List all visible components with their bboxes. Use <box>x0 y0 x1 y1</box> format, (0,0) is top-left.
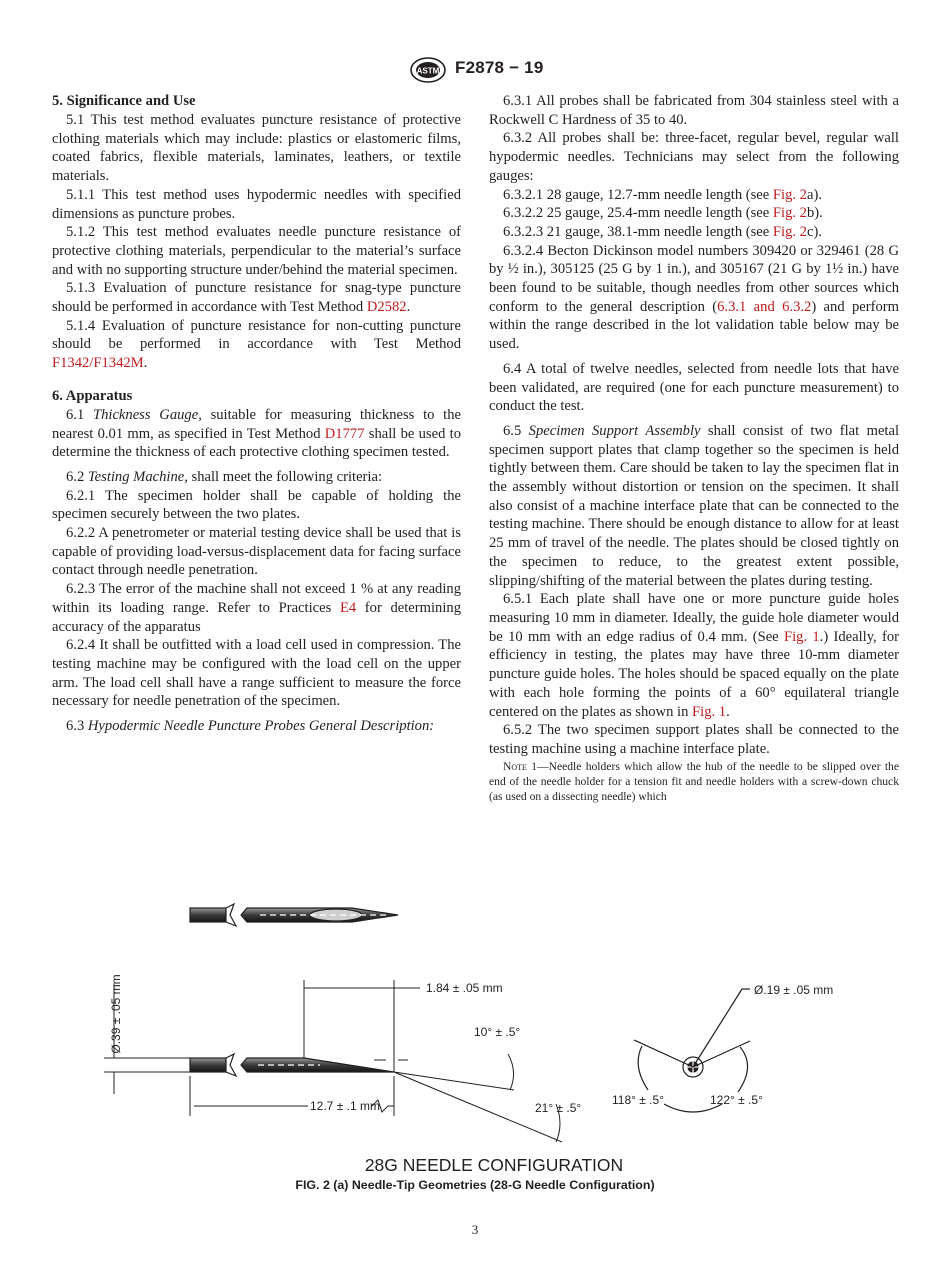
dim-tip-diameter: Ø.19 ± .05 mm <box>754 983 834 997</box>
text-run: 6.3.2 All probes shall be: three-facet, regular bevel, regular wall hypodermic needles. Technicians may select from the following gauges: <box>489 130 899 184</box>
text-run: 5.1.1 This test method uses hypodermic needles with specified dimensions as puncture probes. <box>52 186 461 222</box>
dim-angle-10: 10° ± .5° <box>474 1025 521 1039</box>
paragraph <box>52 468 461 487</box>
page-number: 3 <box>471 1222 479 1237</box>
cross-reference-link[interactable]: F1342/F1342M <box>52 355 144 372</box>
paragraph <box>52 487 461 524</box>
right-column <box>489 92 899 804</box>
italic-term: Hypodermic Needle Puncture Probes General Description: <box>87 718 435 735</box>
paragraph <box>52 636 461 711</box>
italic-term: Specimen Support Assembly <box>528 422 701 439</box>
paragraph <box>52 406 461 462</box>
needle-side-view <box>190 1054 394 1076</box>
paragraph <box>489 242 899 354</box>
astm-logo-icon <box>409 57 447 83</box>
note <box>489 759 899 804</box>
needle-figure <box>90 884 890 1184</box>
text-run: 5.1.2 This test method evaluates needle puncture resistance of protective clothing materials, perpendicular to the material’s surface and with no supporting structure under/behind the material specimen. <box>52 224 461 278</box>
text-run: 1—Needle holders which allow the hub of the needle to be slipped over the end of the needle holder for a tension fit and needle holders with a screw-down chuck (as used on a dissecting needle) which <box>489 759 899 803</box>
cross-reference-link[interactable]: Fig. 2 <box>772 186 807 203</box>
cross-reference-link[interactable]: E4 <box>339 599 357 616</box>
svg-text:ASTM: ASTM <box>416 66 440 76</box>
paragraph <box>52 223 461 279</box>
figure-title: 28G NEEDLE CONFIGURATION <box>364 1155 624 1175</box>
section-heading: 5. Significance and Use <box>52 93 196 109</box>
text-run: 6.2 <box>66 468 88 485</box>
cross-reference-link[interactable]: Fig. 2 <box>772 223 807 240</box>
dim-bevel-length: 1.84 ± .05 mm <box>426 981 503 995</box>
text-run: c). <box>806 223 822 240</box>
paragraph <box>489 721 899 758</box>
text-run: . <box>143 355 148 372</box>
text-run: 6.3 <box>66 718 88 735</box>
text-run: 5.1.4 Evaluation of puncture resistance for non-cutting puncture should be performed in accordance with Test Method <box>52 317 461 353</box>
text-run: 6.5.2 The two specimen support plates shall be connected to the testing machine using a machine interface plate. <box>489 722 899 757</box>
paragraph <box>489 129 899 185</box>
text-run: suitable for measuring thickness to the nearest 0.01 mm, as specified in Test Method <box>52 406 461 442</box>
paragraph <box>489 186 899 205</box>
text-run: ) and perform within the range described in the lot validation table below may be used. <box>489 298 899 353</box>
text-run: for determining accuracy of the apparatus <box>52 599 461 635</box>
italic-term: Testing Machine, <box>87 468 188 485</box>
cross-reference-link[interactable]: 6.3.1 and 6.3.2 <box>717 298 812 315</box>
cross-reference-link[interactable]: Fig. 2 <box>772 205 807 222</box>
paragraph <box>52 317 461 373</box>
paragraph <box>52 524 461 580</box>
text-run: 6.3.2.2 25 gauge, 25.4-mm needle length (see <box>503 205 773 222</box>
text-run: 6.3.2.4 Becton Dickinson model numbers 309420 or 329461 (28 G by ½ in.), 305125 (25 G by 1 in.), and 305167 (21 G by 1½ in.) have been found to be suitable, though needles from other sources which conform to the general description ( <box>489 242 899 315</box>
paragraph <box>52 717 461 736</box>
text-run: b). <box>806 205 823 222</box>
dim-diameter: Ø.39 ± .05 mm <box>109 974 123 1054</box>
text-run: 6.2.3 The error of the machine shall not exceed 1 % at any reading within its loading range. Refer to Practices <box>52 581 461 616</box>
paragraph <box>52 580 461 636</box>
cross-reference-link[interactable]: D2582 <box>366 299 407 316</box>
dimension-lines <box>104 980 562 1142</box>
section-heading: 6. Apparatus <box>52 387 133 404</box>
dim-angle-122: 122° ± .5° <box>710 1093 763 1107</box>
text-run: 6.5 <box>503 422 529 439</box>
paragraph <box>489 590 899 721</box>
text-run: 6.5.1 Each plate shall have one or more puncture guide holes measuring 10 mm in diameter. Ideally, the guide hole diameter would be 10 mm with an edge radius of 0.4 mm. (See <box>489 591 899 645</box>
text-run: 5.1 This test method evaluates puncture resistance of protective clothing materials which may include: plastics or elastomeric films, coated fabrics, flexible materials, laminates, leathers, or textile materials. <box>52 112 461 185</box>
italic-term: Thickness Gauge, <box>92 406 202 423</box>
page-header <box>0 55 950 85</box>
dim-angle-118: 118° ± .5° <box>612 1093 664 1107</box>
paragraph <box>489 223 899 242</box>
paragraph <box>489 422 899 590</box>
cross-reference-link[interactable]: Fig. 1 <box>783 628 820 645</box>
figure-caption: FIG. 2 (a) Needle-Tip Geometries (28-G Needle Configuration) <box>295 1178 655 1192</box>
cross-reference-link[interactable]: Fig. 1 <box>692 703 727 720</box>
text-run: 6.1 <box>66 406 93 423</box>
text-run: 6.3.2.3 21 gauge, 38.1-mm needle length (see <box>503 223 773 240</box>
text-run: .) Ideally, for efficiency in testing, the plates may have three 10-mm diameter puncture guide holes. The holes should be spaced equally on the plate with each hole forming the points of a 60° equilateral triangle centered on the plates as shown in <box>489 628 900 720</box>
text-run: 6.2.2 A penetrometer or material testing device shall be used that is capable of providing load-versus-displacement data for facing surface contact through needle penetration. <box>52 525 461 579</box>
text-run: shall be used to determine the thickness of each protective clothing specimen tested. <box>52 425 461 461</box>
text-run: Note <box>503 759 527 773</box>
needle-top-view <box>190 904 398 926</box>
paragraph <box>489 360 899 416</box>
paragraph <box>52 279 461 316</box>
standard-designation: F2878 − 19 <box>455 58 544 77</box>
text-run: shall meet the following criteria: <box>187 468 383 485</box>
text-run: 6.2.4 It shall be outfitted with a load cell used in compression. The testing machine may be configured with the load cell on the upper arm. The load cell shall have a range sufficient to measure the force necessary for needle penetration of the specimen. <box>52 637 461 710</box>
text-run: 5.1.3 Evaluation of puncture resistance for snag-type puncture should be performed in accordance with Test Method <box>52 280 461 316</box>
paragraph <box>489 92 899 129</box>
dim-angle-21: 21° ± .5° <box>535 1101 582 1115</box>
text-run: 6.2.1 The specimen holder shall be capable of holding the specimen securely between the two plates. <box>52 487 461 523</box>
paragraph <box>52 111 461 186</box>
text-run: 6.3.1 All probes shall be fabricated from 304 stainless steel with a Rockwell C Hardness of 35 to 40. <box>489 93 899 128</box>
text-run: a). <box>806 186 822 203</box>
text-run: . <box>406 299 411 316</box>
text-run: . <box>726 703 730 720</box>
cross-reference-link[interactable]: D1777 <box>324 425 365 442</box>
text-run: shall consist of two flat metal specimen support plates that clamp together so the specimen is held tightly between them. Care should be taken to lay the specimen flat in the assembly without distortion or tension on the specimen. It shall also consist of a machine interface plate that can be connected to the testing machine. There should be enough distance to allow for at least 25 mm of travel of the needle. The plates should be closed tightly on the specimen to reduce, to the greatest extent possible, slipping/shifting of the material between the plates during testing. <box>489 422 900 589</box>
dim-length: 12.7 ± .1 mm <box>310 1099 380 1113</box>
text-run: 6.4 A total of twelve needles, selected from needle lots that have been validated, are required (one for each puncture measurement) to conduct the test. <box>489 360 899 415</box>
left-column <box>52 92 461 736</box>
text-run: 6.3.2.1 28 gauge, 12.7-mm needle length (see <box>503 186 773 203</box>
paragraph <box>489 204 899 223</box>
paragraph <box>52 186 461 223</box>
